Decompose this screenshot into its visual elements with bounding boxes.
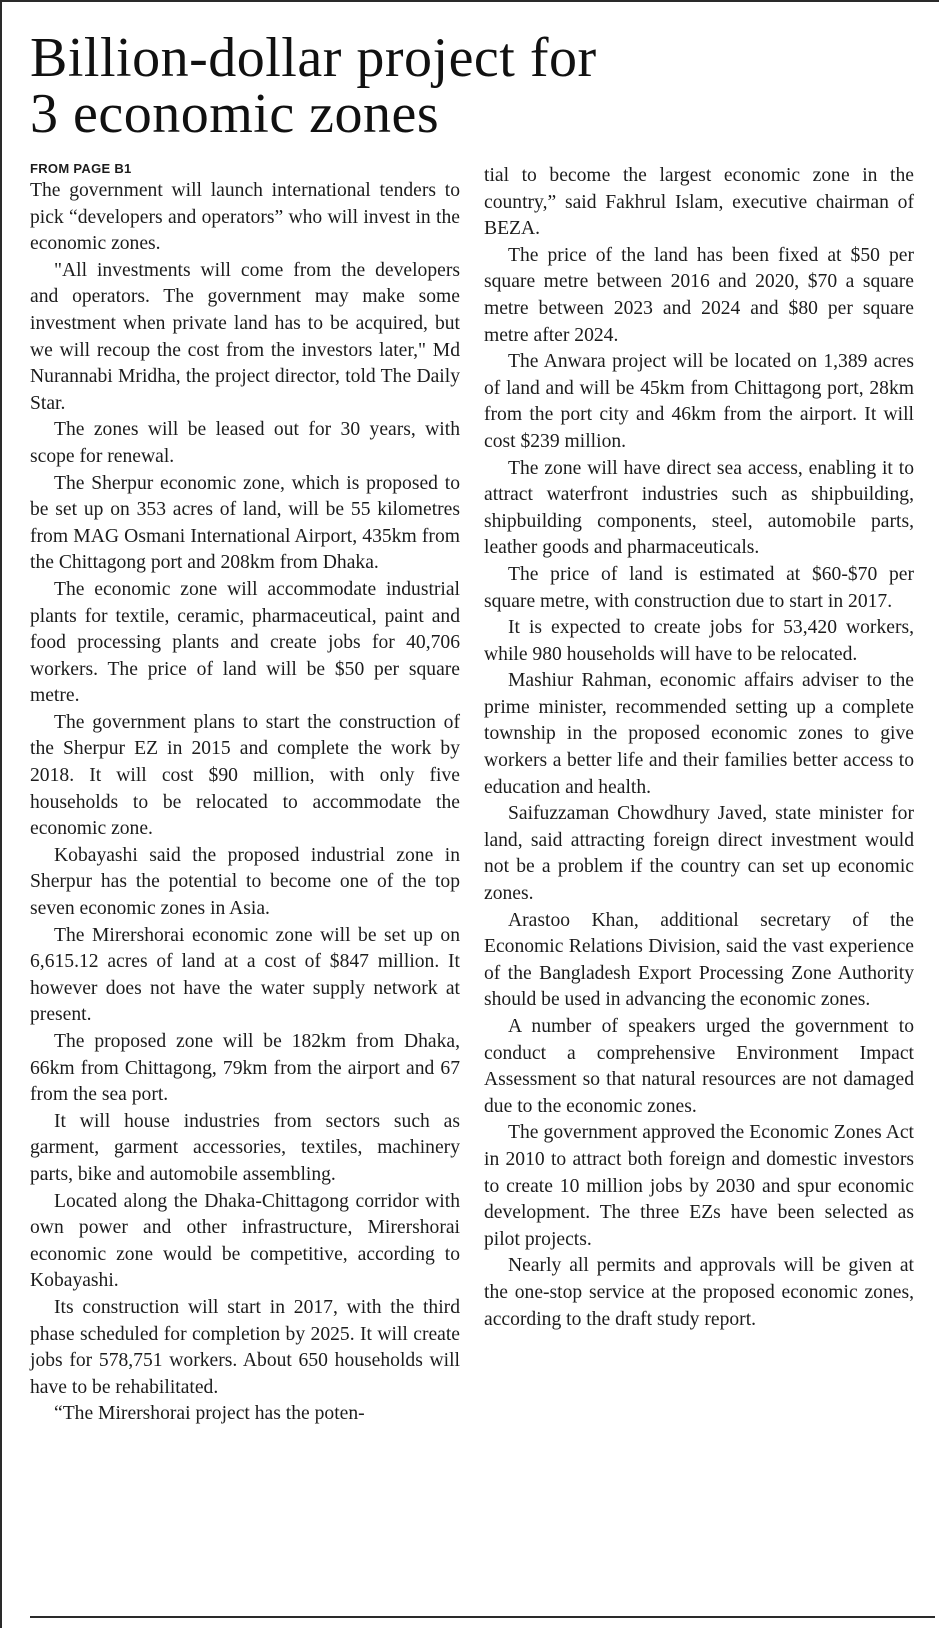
paragraph: The zones will be leased out for 30 years, with scope for renewal. xyxy=(30,419,460,467)
paragraph: Arastoo Khan, additional secretary of the Economic Relations Division, said the vast experience of the Bangladesh Export Processing Zone Authority should be used in advancing the economic zones. xyxy=(484,909,914,1011)
headline-line-2: 3 economic zones xyxy=(30,83,440,145)
paragraph: "All investments will come from the developers and operators. The government may make some investment when private land has to be acquired, but we will recoup the cost from the investors later," Md Nurannabi Mridha, the project director, told The Daily Star. xyxy=(30,259,460,414)
paragraph: The price of land is estimated at $60-$70 per square metre, with construction due to start in 2017. xyxy=(484,563,914,612)
headline-line-1: Billion-dollar project for xyxy=(30,27,597,89)
paragraph: The price of the land has been fixed at $50 per square metre between 2016 and 2020, $70 a square metre between 2023 and 2024 and $80 per square metre after 2024. xyxy=(484,244,914,346)
paragraph: The Mirershorai economic zone will be set up on 6,615.12 acres of land at a cost of $847 million. It however does not have the water supply network at present. xyxy=(30,924,460,1026)
paragraph: The zone will have direct sea access, enabling it to attract waterfront industries such as shipbuilding, shipbuilding components, steel, automobile parts, leather goods and pharmaceuticals. xyxy=(484,457,914,559)
bottom-rule xyxy=(30,1616,935,1618)
paragraph: It is expected to create jobs for 53,420 workers, while 980 households will have to be relocated. xyxy=(484,617,914,665)
paragraph: The proposed zone will be 182km from Dhaka, 66km from Chittagong, 79km from the airport and 67 from the sea port. xyxy=(30,1031,460,1106)
paragraph: A number of speakers urged the government to conduct a comprehensive Environment Impact Assessment so that natural resources are not damaged due to the economic zones. xyxy=(484,1016,914,1117)
paragraph: The Sherpur economic zone, which is proposed to be set up on 353 acres of land, will be 55 kilometres from MAG Osmani International Airport, 435km from the Chittagong port and 208km from Dhaka. xyxy=(30,472,460,574)
paragraph: It will house industries from sectors such as garment, garment accessories, textiles, machinery parts, bike and automobile assembling. xyxy=(30,1110,460,1185)
paragraph: Mashiur Rahman, economic affairs adviser to the prime minister, recommended setting up a complete township in the proposed economic zones to give workers a better life and their families better access to education and health. xyxy=(484,670,914,798)
paragraph: tial to become the largest economic zone in the country,” said Fakhrul Islam, executive chairman of BEZA. xyxy=(484,165,914,240)
paragraph: Saifuzzaman Chowdhury Javed, state minister for land, said attracting foreign direct investment would not be a problem if the country can set up economic zones. xyxy=(484,803,914,905)
paragraph: Its construction will start in 2017, with the third phase scheduled for completion by 2025. It will create jobs for 578,751 workers. About 650 households will have to be rehabilitated. xyxy=(30,1296,460,1398)
page-border-left xyxy=(0,0,2,1628)
paragraph: “The Mirershorai project has the poten- xyxy=(54,1403,365,1425)
paragraph: The economic zone will accommodate industrial plants for textile, ceramic, pharmaceutical, paint and food processing plants and create jobs for 40,706 workers. The price of land will be $50 per square metre. xyxy=(30,578,460,707)
paragraph: Nearly all permits and approvals will be given at the one-stop service at the proposed economic zones, according to the draft study report. xyxy=(484,1255,914,1330)
jump-label: FROM PAGE B1 xyxy=(30,161,132,176)
paragraph: The government plans to start the construction of the Sherpur EZ in 2015 and complete the work by 2018. It will cost $90 million, with only five households to be relocated to accommodate the economic zone. xyxy=(30,711,460,840)
paragraph: The government approved the Economic Zones Act in 2010 to attract both foreign and domestic investors to create 10 million jobs by 2030 and spur economic development. The three EZs have been selected as pilot projects. xyxy=(484,1122,914,1250)
paragraph: Located along the Dhaka-Chittagong corridor with own power and other infrastructure, Mirershorai economic zone would be competitive, according to Kobayashi. xyxy=(30,1190,460,1292)
article-column-right xyxy=(484,163,914,1333)
paragraph: The government will launch international tenders to pick “developers and operators” who will invest in the economic zones. xyxy=(30,180,460,255)
paragraph: Kobayashi said the proposed industrial zone in Sherpur has the potential to become one of the top seven economic zones in Asia. xyxy=(30,844,460,920)
paragraph: The Anwara project will be located on 1,389 acres of land and will be 45km from Chittagong port, 28km from the port city and 46km from the airport. It will cost $239 million. xyxy=(484,351,914,452)
article-column-left xyxy=(30,160,460,1428)
article-headline xyxy=(30,27,910,145)
page-border-top xyxy=(0,0,939,2)
